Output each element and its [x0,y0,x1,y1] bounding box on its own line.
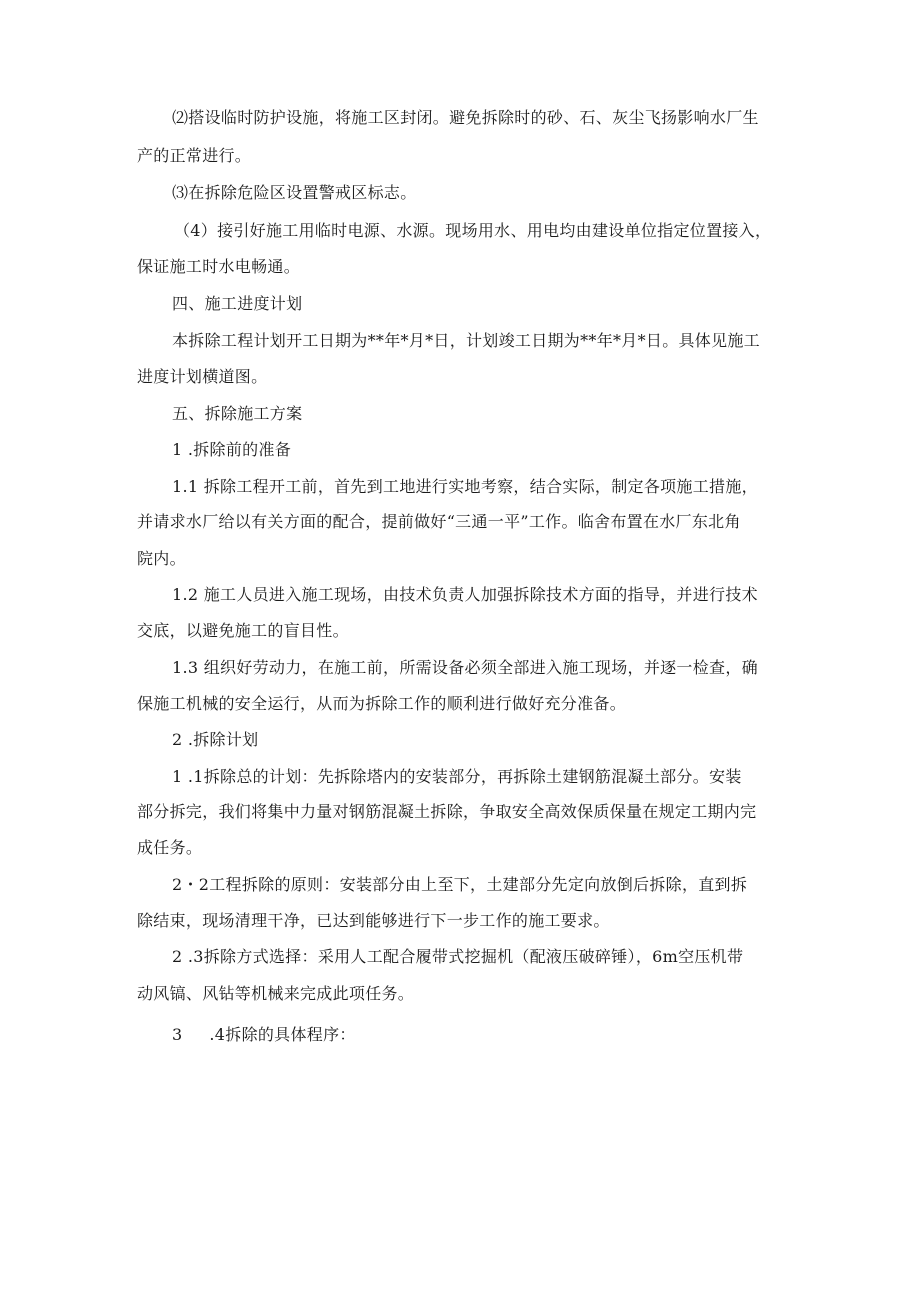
text-line-24: 2 .3拆除方式选择：采用人工配合履带式挖掘机（配液压破碎锤），6m空压机带 [172,947,744,966]
text-line-5: 保证施工时水电畅通。 [137,257,301,276]
text-line-2: 产的正常进行。 [137,146,252,165]
text-line-1: ⑵搭设临时防护设施，将施工区封闭。避免拆除时的砂、石、灰尘飞扬影响水厂生 [172,108,759,127]
text-line-3: ⑶在拆除危险区设置警戒区标志。 [172,183,417,202]
text-line-16: 1.3 组织好劳动力，在施工前，所需设备必须全部进入施工现场，并逐一检查，确 [172,658,758,677]
section-heading-4: 四、施工进度计划 [172,294,303,313]
subsection-heading-1: 1 .拆除前的准备 [172,440,292,459]
subsection-heading-2: 2 .拆除计划 [172,730,259,749]
text-line-19: 1 .1拆除总的计划：先拆除塔内的安装部分，再拆除土建钢筋混凝土部分。安装 [172,767,742,786]
text-line-17: 保施工机械的安全运行，从而为拆除工作的顺利进行做好充分准备。 [137,694,627,713]
text-line-7: 本拆除工程计划开工日期为**年*月*日，计划竣工日期为**年*月*日。具体见施工 [172,331,761,350]
text-line-21: 成任务。 [137,838,203,857]
text-line-25: 动风镐、风钻等机械来完成此项任务。 [137,984,415,1003]
text-line-4: （4）接引好施工用临时电源、水源。现场用水、用电均由建设单位指定位置接入， [174,221,772,240]
section-heading-5: 五、拆除施工方案 [172,404,303,423]
text-line-11: 1.1 拆除工程开工前，首先到工地进行实地考察，结合实际，制定各项施工措施， [172,477,758,496]
text-line-8: 进度计划横道图。 [137,367,268,386]
text-line-22: 2・2工程拆除的原则：安装部分由上至下，土建部分先定向放倒后拆除，直到拆 [172,875,748,894]
text-line-23: 除结束，现场清理干净，已达到能够进行下一步工作的施工要求。 [137,911,610,930]
subsection-heading-2-4: 3 .4拆除的具体程序： [172,1025,356,1044]
text-line-14: 1.2 施工人员进入施工现场，由技术负责人加强拆除技术方面的指导，并进行技术 [172,585,758,604]
text-line-20: 部分拆完，我们将集中力量对钢筋混凝土拆除，争取安全高效保质保量在规定工期内完 [137,802,757,821]
text-line-13: 院内。 [137,549,186,568]
text-line-15: 交底，以避免施工的盲目性。 [137,621,349,640]
text-line-12: 并请求水厂给以有关方面的配合，提前做好“三通一平”工作。临舍布置在水厂东北角 [137,512,741,531]
